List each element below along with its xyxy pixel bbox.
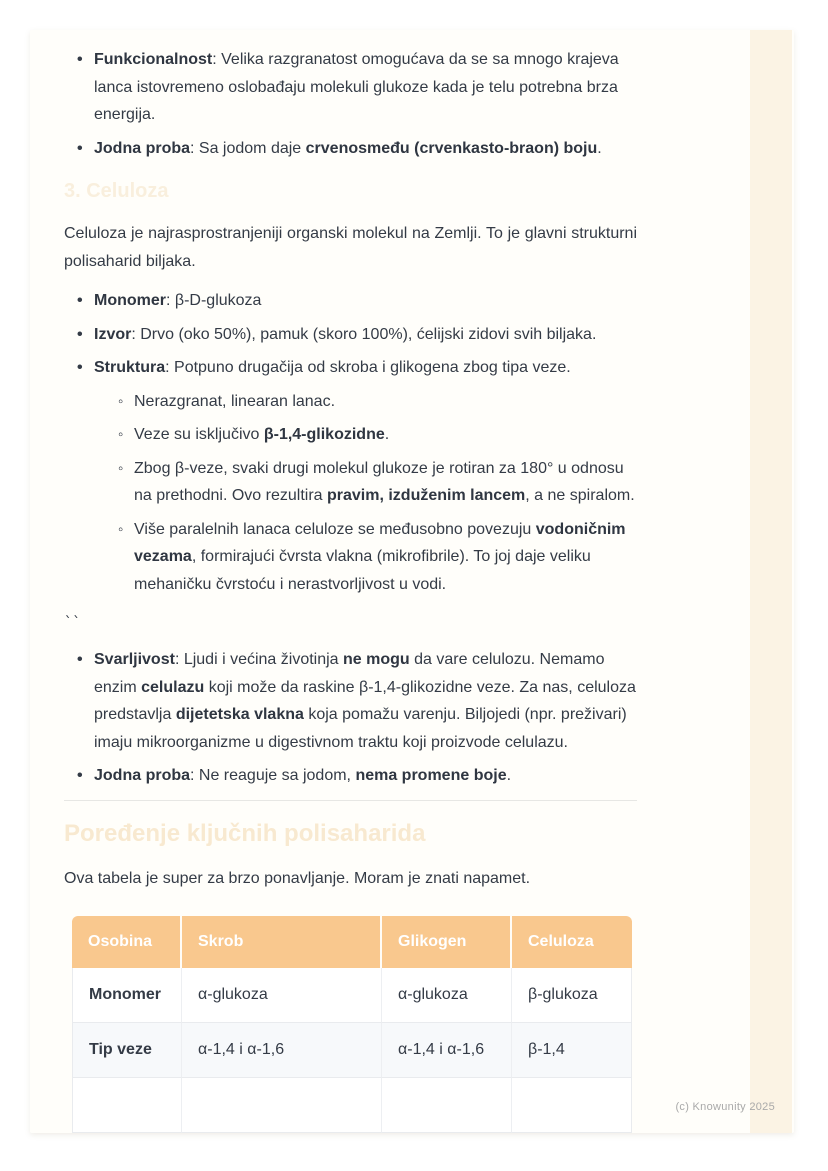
bullet-icon: • xyxy=(77,139,83,157)
text: Više paralelnih lanaca celuloze se međusobno povezuju xyxy=(134,520,536,538)
table-cell xyxy=(72,1078,182,1133)
table-cell xyxy=(512,1078,632,1133)
bullet-icon: • xyxy=(77,651,83,668)
text: : Potpuno drugačija od skroba i glikogena zbog tipa veze. xyxy=(165,359,571,376)
bold-text: Jodna proba xyxy=(94,767,191,784)
bold-text: crvenosmeđu (crvenkasto-braon) boju xyxy=(305,139,598,157)
bullet-icon: • xyxy=(77,359,83,376)
list-item-text xyxy=(94,292,261,309)
list-item xyxy=(64,287,637,315)
list-item-text xyxy=(134,393,335,410)
bold-text: nema promene boje xyxy=(355,767,507,784)
table-cell: α-1,4 i α-1,6 xyxy=(182,1023,382,1078)
text: . xyxy=(384,426,390,443)
bullet-icon: • xyxy=(77,767,83,784)
list-item xyxy=(94,421,637,449)
table-cell: α-1,4 i α-1,6 xyxy=(382,1023,512,1078)
table-cell xyxy=(182,1078,382,1133)
bold-text: ne mogu xyxy=(343,651,410,668)
bold-text: Struktura xyxy=(94,359,166,376)
document-content xyxy=(64,46,637,1133)
bold-text: Funkcionalnost xyxy=(94,51,213,68)
bullet-list xyxy=(64,646,637,790)
list-item xyxy=(64,321,637,349)
bullet-list xyxy=(64,287,637,598)
paragraph xyxy=(64,220,637,275)
table-row xyxy=(72,968,632,1023)
section-heading: Poređenje ključnih polisaharida xyxy=(64,819,426,847)
bold-text: Jodna proba xyxy=(94,139,191,157)
table-cell: α-glukoza xyxy=(382,968,512,1023)
list-item xyxy=(64,646,637,756)
table-row xyxy=(72,1078,632,1133)
text: : Velika razgranatost omogućava da se sa mnogo krajeva lanca istovremeno oslobađaju molekuli glukoze kada je telu potrebna brza energija. xyxy=(94,51,619,123)
list-item-text xyxy=(94,51,619,123)
circle-bullet-icon: ◦ xyxy=(118,459,124,477)
bullet-list xyxy=(64,46,637,162)
text: Celuloza je najrasprostranjeniji organski molekul na Zemlji. To je glavni strukturni polisaharid biljaka. xyxy=(64,225,637,270)
text: , formirajući čvrsta vlakna (mikrofibrile). To joj daje veliku mehaničku čvrstoću i nerastvorljivost u vodi. xyxy=(134,548,591,593)
table-cell: β-1,4 xyxy=(512,1023,632,1078)
bullet-icon: • xyxy=(77,325,83,343)
list-item-text xyxy=(134,460,635,505)
sub-bullet-list xyxy=(94,388,637,599)
comparison-table xyxy=(72,916,632,1133)
text: Zbog β-veze, svaki drugi molekul glukoze je rotiran za 180° u odnosu na prethodni. Ovo rezultira xyxy=(134,459,624,504)
table-row xyxy=(72,1023,632,1078)
table-cell: Monomer xyxy=(72,968,182,1023)
bold-text: vodoničnim vezama xyxy=(134,520,626,565)
divider xyxy=(64,800,637,801)
section-heading: 3. Celuloza xyxy=(64,180,169,202)
bold-text: pravim, izduženim lancem xyxy=(327,487,526,504)
text: : Drvo (oko 50%), pamuk (skoro 100%), ćelijski zidovi svih biljaka. xyxy=(131,325,597,343)
list-item xyxy=(94,516,637,599)
list-item-text xyxy=(134,521,626,593)
code-block: `` xyxy=(64,615,81,631)
text: : Sa jodom daje xyxy=(190,139,306,157)
text: koji može da raskine β-1,4-glikozidne veze. Za nas, celuloza predstavlja xyxy=(94,678,636,723)
circle-bullet-icon: ◦ xyxy=(118,426,124,443)
text: . xyxy=(506,767,512,784)
list-item xyxy=(94,388,637,416)
list-item xyxy=(94,455,637,510)
table-cell: α-glukoza xyxy=(182,968,382,1023)
bold-text: Svarljivost xyxy=(94,651,175,668)
text: Nerazgranat, linearan lanac. xyxy=(134,392,336,410)
table-header-cell: Osobina xyxy=(72,916,182,968)
table-cell: β-glukoza xyxy=(512,968,632,1023)
table-header-cell: Skrob xyxy=(182,916,382,968)
list-item-text xyxy=(94,140,602,157)
list-item-text xyxy=(94,651,636,751)
list-item xyxy=(64,46,637,129)
list-item-text xyxy=(94,326,596,343)
text: . xyxy=(597,139,602,157)
bold-text: Monomer xyxy=(94,292,166,309)
list-item-text xyxy=(134,426,389,443)
text: : Ne reaguje sa jodom, xyxy=(190,767,356,784)
circle-bullet-icon: ◦ xyxy=(118,392,124,410)
table-header-cell: Celuloza xyxy=(512,916,632,968)
list-item xyxy=(64,135,637,163)
bullet-icon: • xyxy=(77,292,83,309)
circle-bullet-icon: ◦ xyxy=(118,520,124,538)
bullet-icon: • xyxy=(77,51,83,68)
text: koja pomažu varenju. Biljojedi (npr. preživari) imaju mikroorganizme u digestivnom traktu koji proizvode celulazu. xyxy=(94,706,627,751)
paragraph xyxy=(64,865,637,893)
bold-text: celulazu xyxy=(141,678,205,696)
text: : Ljudi i većina životinja xyxy=(174,651,344,668)
table-header-cell: Glikogen xyxy=(382,916,512,968)
table-cell xyxy=(382,1078,512,1133)
text: da vare celulozu. Nemamo enzim xyxy=(94,651,605,696)
bold-text: Izvor xyxy=(94,325,132,343)
copyright-watermark: (c) Knowunity 2025 xyxy=(675,1101,775,1113)
list-item-text xyxy=(94,359,571,376)
bold-text: β-1,4-glikozidne xyxy=(263,426,385,443)
table-cell: Tip veze xyxy=(72,1023,182,1078)
text: : β-D-glukoza xyxy=(166,292,262,309)
bold-text: dijetetska vlakna xyxy=(175,706,304,723)
document-card xyxy=(30,30,794,1133)
list-item xyxy=(64,354,637,598)
table-header-row xyxy=(72,916,632,968)
list-item-text xyxy=(94,767,511,784)
list-item xyxy=(64,762,637,790)
text: , a ne spiralom. xyxy=(525,487,635,504)
text: Veze su isključivo xyxy=(134,426,264,443)
side-strip xyxy=(750,30,792,1133)
text: Ova tabela je super za brzo ponavljanje. Moram je znati napamet. xyxy=(64,869,531,887)
